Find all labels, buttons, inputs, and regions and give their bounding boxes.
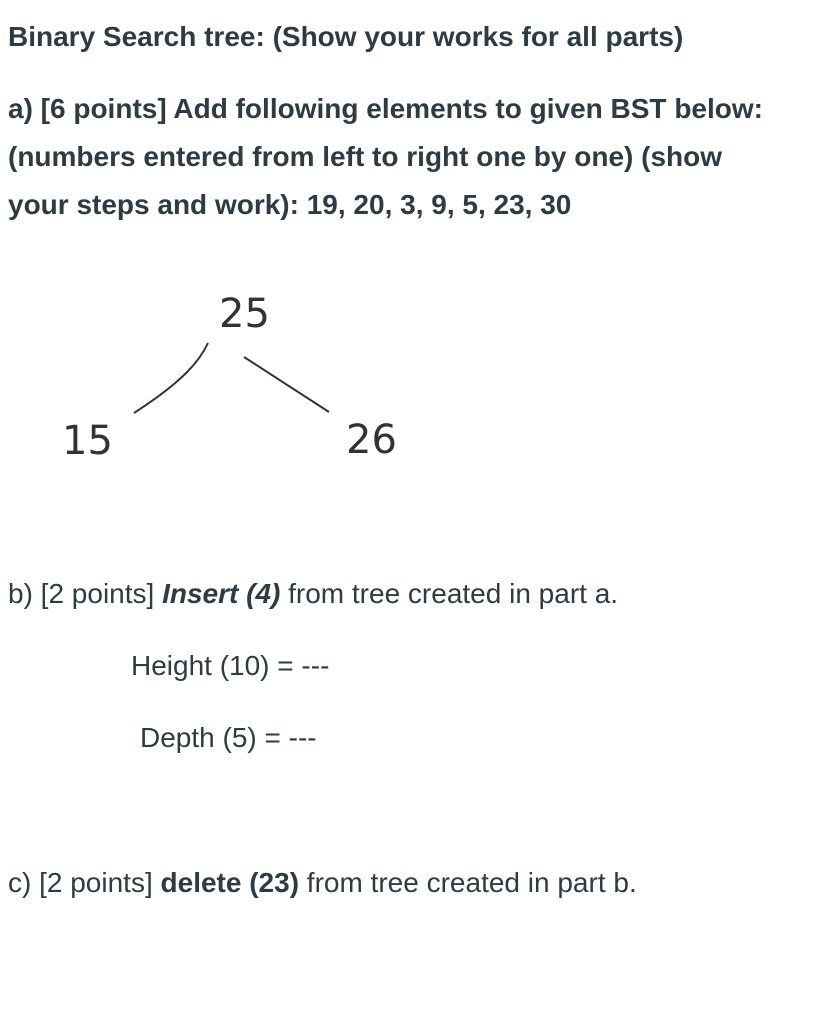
part-b-prefix: b) [2 points] [8, 578, 163, 609]
part-a-line-2: (numbers entered from left to right one by one) (show [8, 141, 723, 172]
part-b-depth: Depth (5) = --- [140, 722, 317, 753]
tree-node-right: 26 [346, 417, 397, 463]
part-b-suffix: from tree created in part a. [280, 578, 619, 609]
part-b-line [8, 577, 618, 611]
part-c-prefix: c) [2 points] [8, 867, 161, 898]
part-c-emphasis: delete (23) [160, 867, 300, 898]
part-b-height: Height (10) = --- [131, 650, 330, 681]
tree-node-root: 25 [219, 291, 270, 337]
part-b-emphasis: Insert (4) [162, 578, 281, 609]
part-c-suffix: from tree created in part b. [299, 867, 637, 898]
tree-edge-left [134, 343, 208, 413]
part-c-line [8, 866, 637, 900]
bst-diagram [0, 270, 830, 470]
tree-node-left: 15 [62, 418, 113, 464]
part-a-line-1: a) [6 points] Add following elements to given BST below: [8, 93, 763, 124]
part-a-line-3: your steps and work): 19, 20, 3, 9, 5, 23, 30 [8, 189, 572, 220]
tree-edge-right [244, 357, 329, 412]
heading: Binary Search tree: (Show your works for all parts) [8, 21, 684, 52]
